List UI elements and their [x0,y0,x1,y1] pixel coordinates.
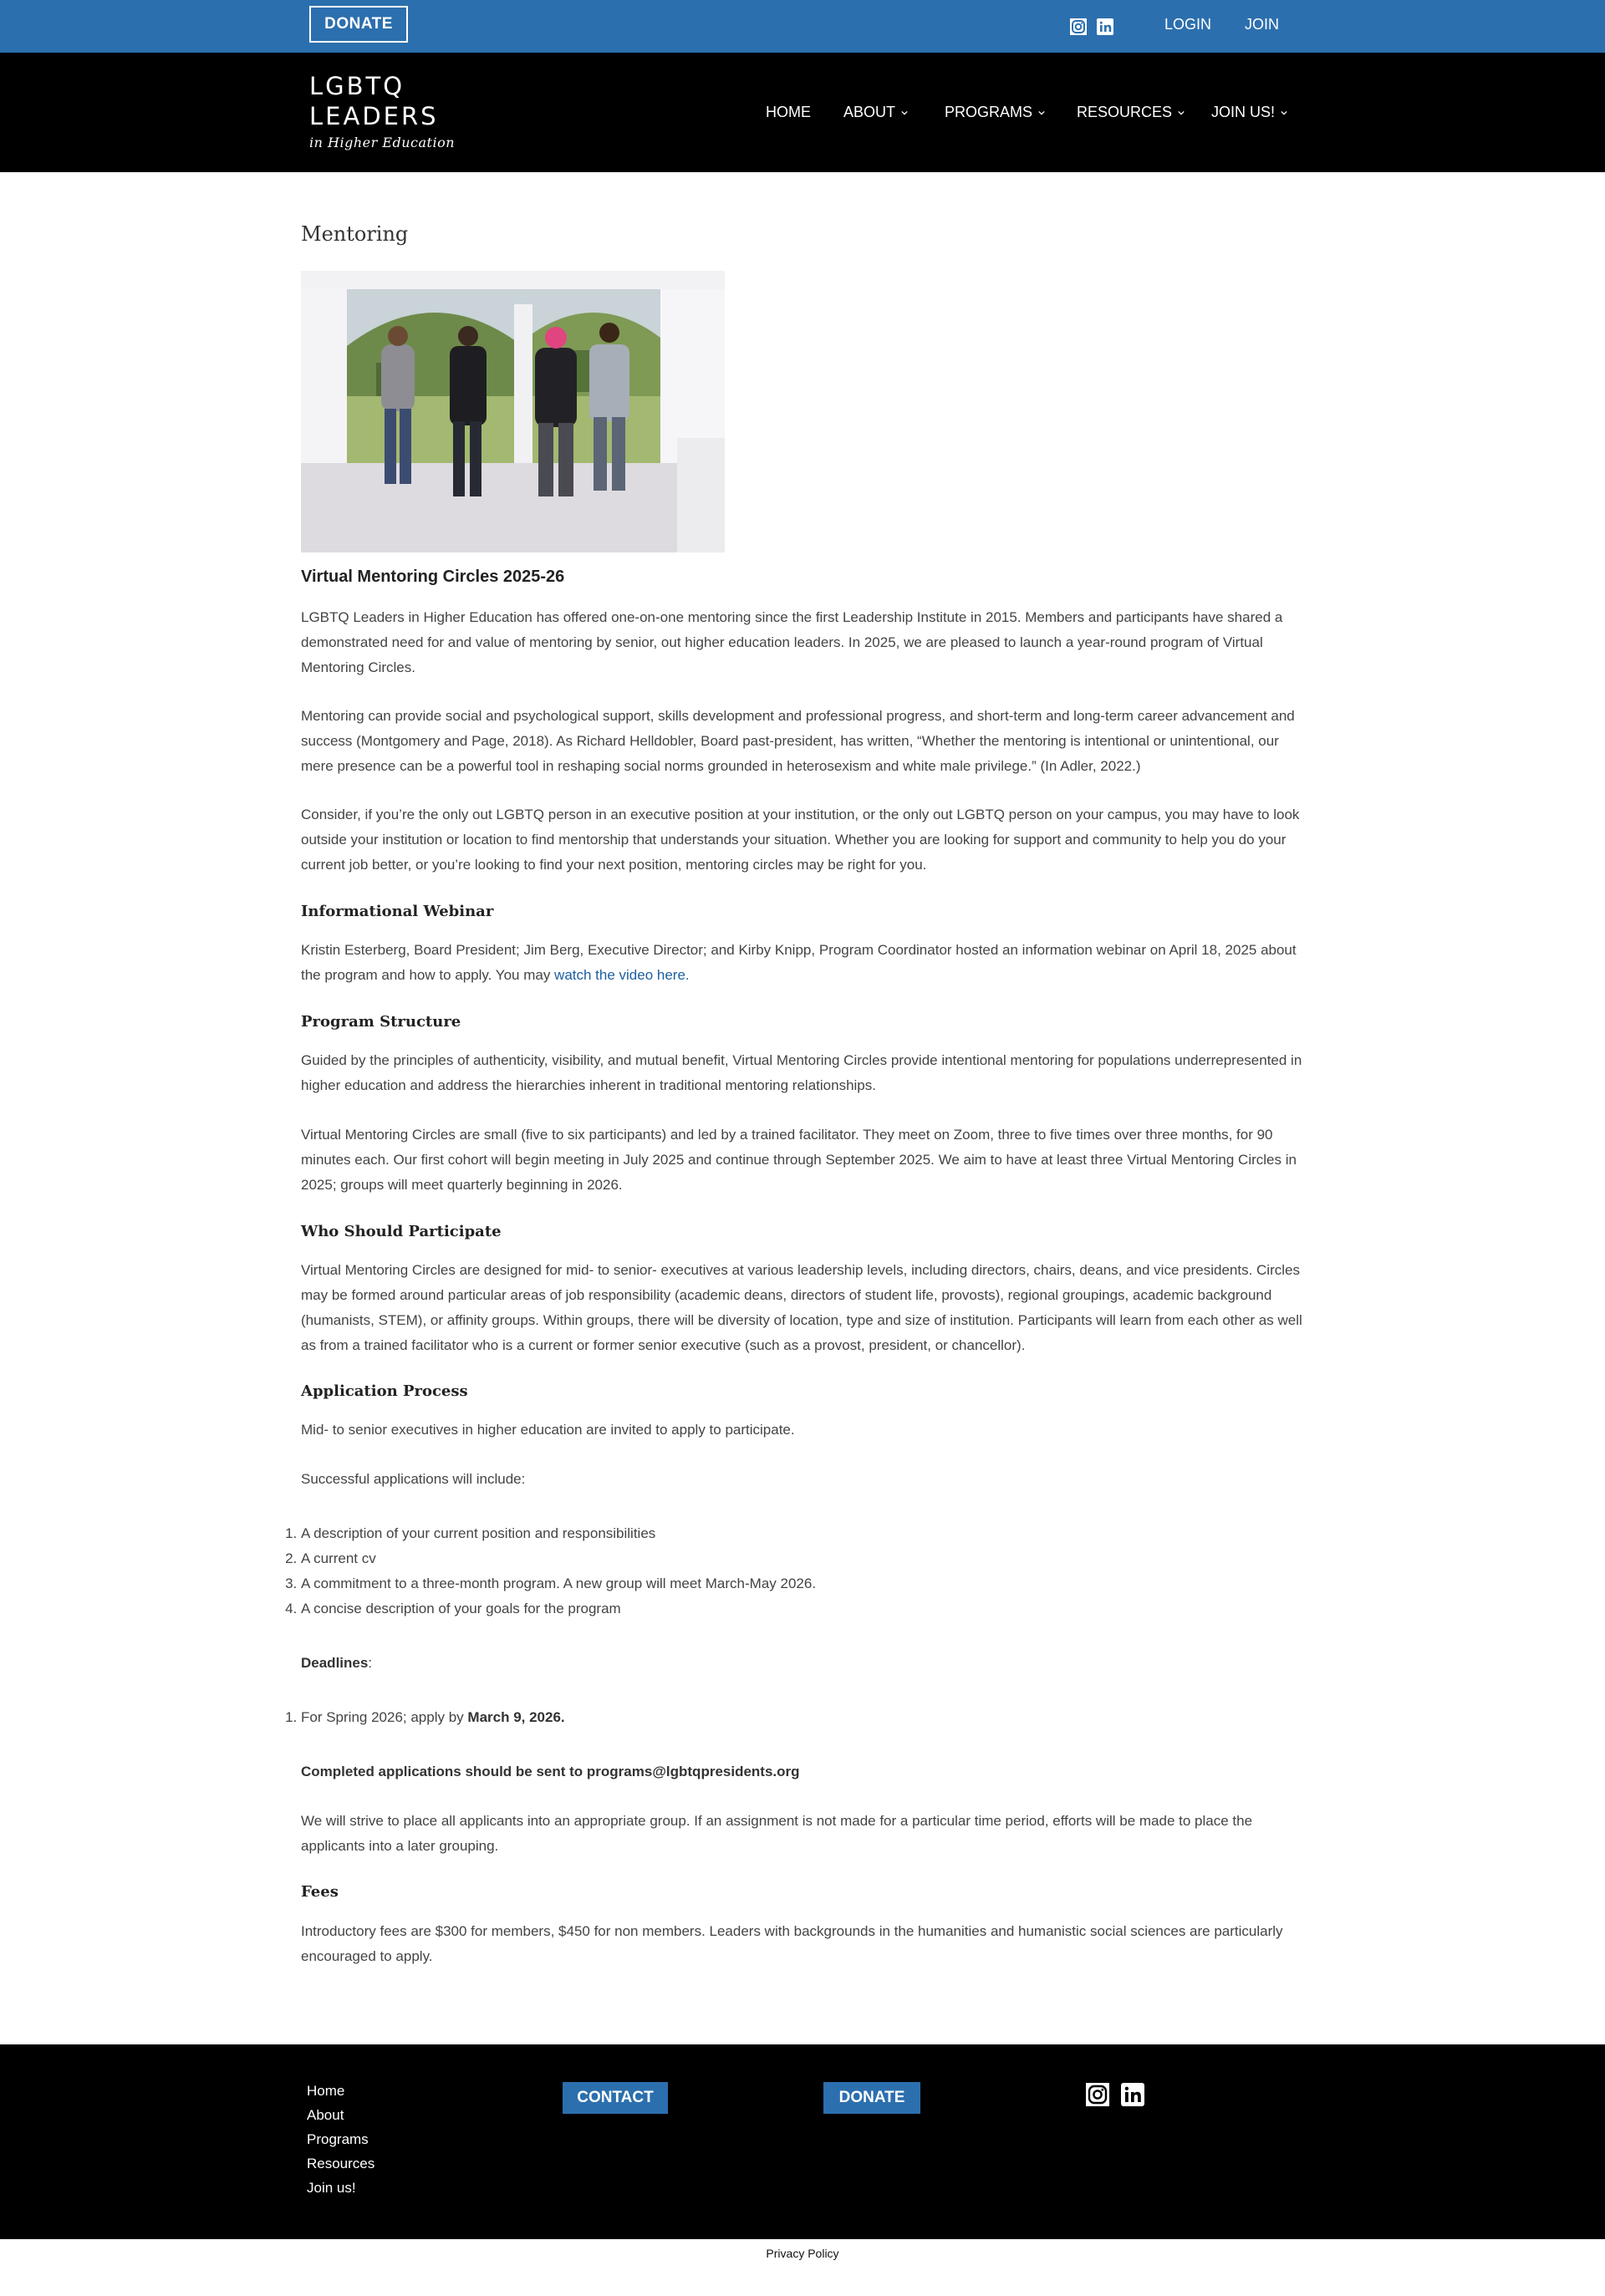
section-heading-circles: Virtual Mentoring Circles 2025-26 [301,568,565,586]
site-header [0,53,1605,172]
login-link[interactable]: LOGIN [1164,16,1212,33]
footer-link-resources[interactable]: Resources [307,2156,375,2171]
fees-paragraph: Introductory fees are $300 for members, $450 for non members. Leaders with backgrounds in the humanities and humanistic social sciences are particularly encouraged to apply. [301,1923,1283,1964]
webinar-paragraph [301,938,1308,988]
footer-link-about[interactable]: About [307,2107,344,2123]
nav-join-label: JOIN US! [1211,104,1276,120]
webinar-heading: Informational Webinar [301,903,494,920]
structure-paragraph-1: Guided by the principles of authenticity, visibility, and mutual benefit, Virtual Mentoring Circles provide intentional mentoring for populations underrepresented in higher education and address the hierarchies inherent in traditional mentoring relationships. [301,1052,1302,1093]
list-item: 2. A current cv [301,1546,816,1571]
linkedin-icon[interactable] [1121,2083,1144,2106]
list-item [301,1705,565,1730]
site-logo[interactable] [309,71,455,150]
intro-paragraph-3: Consider, if you’re the only out LGBTQ person in an executive position at your institution, or the only out LGBTQ person on your campus, you may have to look outside your institution or location to find mentorship that understands your situation. Whether you are looking for support and community to help you do your current job better, or you’re looking to find your next position, mentoring circles may be right for you. [301,807,1300,873]
structure-heading: Program Structure [301,1013,461,1031]
chevron-down-icon [1178,109,1185,116]
instagram-icon[interactable] [1070,18,1087,35]
application-heading: Application Process [301,1382,468,1400]
nav-about-label: ABOUT [843,104,896,120]
list-item: 1. A description of your current position and responsibilities [301,1521,816,1546]
privacy-policy-link[interactable]: Privacy Policy [766,2247,839,2260]
nav-home[interactable] [766,104,811,121]
nav-programs-label: PROGRAMS [945,104,1033,120]
deadline-date: March 9, 2026. [467,1709,565,1725]
chevron-down-icon [1281,109,1287,116]
donate-button-footer[interactable]: DONATE [823,2082,920,2114]
watch-video-link[interactable]: watch the video here. [554,967,690,983]
linkedin-icon[interactable] [1097,18,1113,35]
structure-paragraph-2: Virtual Mentoring Circles are small (five to six participants) and led by a trained facilitator. They meet on Zoom, three to five times over three months, for 90 minutes each. Our first cohort will begin meeting in July 2025 and continue through September 2025. We aim to have at least three Virtual Mentoring Circles in 2025; groups will meet quarterly beginning in 2026. [301,1127,1297,1193]
nav-about[interactable] [843,104,908,121]
placement-paragraph: We will strive to place all applicants into an appropriate group. If an assignment is not made for a particular time period, efforts will be made to place the applicants into a later grouping. [301,1813,1253,1854]
instagram-icon[interactable] [1086,2083,1109,2106]
deadlines-label-text: Deadlines [301,1655,369,1671]
logo-line-1: LGBTQ [309,72,405,100]
footer-link-programs[interactable]: Programs [307,2131,369,2147]
nav-resources[interactable] [1077,104,1185,121]
application-requirements-list [284,1521,816,1621]
nav-home-label: HOME [766,104,811,120]
hero-image [301,271,725,552]
application-paragraph-2: Successful applications will include: [301,1471,526,1487]
intro-paragraph-2: Mentoring can provide social and psychological support, skills development and professional progress, and short-term and long-term career advancement and success (Montgomery and Page, 2018). As Richard Helldobler, Board past-president, has written, “Whether the mentoring is intentional or unintentional, our mere presence can be a powerful tool in reshaping social norms grounded in heterosexism and white male privilege.” (In Adler, 2022.) [301,708,1295,774]
intro-paragraph-1: LGBTQ Leaders in Higher Education has offered one-on-one mentoring since the first Leadership Institute in 2015. Members and participants have shared a demonstrated need for and value of mentoring by senior, out higher education leaders. In 2025, we are pleased to launch a year-round program of Virtual Mentoring Circles. [301,609,1283,675]
deadlines-label [301,1651,1308,1676]
who-paragraph: Virtual Mentoring Circles are designed for mid- to senior- executives at various leadership levels, including directors, chairs, deans, and vice presidents. Circles may be formed around particular areas of job responsibility (academic deans, directors of student life, provosts), regional groupings, academic background (humanists, STEM), or affinity groups. Within groups, there will be diversity of location, type and size of institution. Participants will learn from each other as well as from a trained facilitator who is a current or former senior executive (such as a provost, president, or chancellor). [301,1262,1302,1353]
site-footer [0,2044,1605,2239]
chevron-down-icon [1038,109,1045,116]
who-heading: Who Should Participate [301,1223,502,1240]
list-item: 3. A commitment to a three-month program. A new group will meet March-May 2026. [301,1571,816,1596]
logo-tagline: in Higher Education [309,135,456,150]
logo-line-2: LEADERS [309,102,439,130]
deadlines-list [284,1705,565,1730]
fees-heading: Fees [301,1883,339,1901]
join-link[interactable]: JOIN [1245,16,1280,33]
top-bar [0,0,1605,53]
nav-join[interactable] [1211,104,1287,121]
application-paragraph-1: Mid- to senior executives in higher education are invited to apply to participate. [301,1422,795,1438]
nav-resources-label: RESOURCES [1077,104,1173,120]
completed-applications-note: Completed applications should be sent to programs@lgbtqpresidents.org [301,1764,800,1779]
contact-button[interactable]: CONTACT [563,2082,668,2114]
footer-link-home[interactable]: Home [307,2083,345,2099]
page-title: Mentoring [301,222,409,246]
chevron-down-icon [901,109,908,116]
donate-button-top[interactable]: DONATE [309,6,408,43]
webinar-text: Kristin Esterberg, Board President; Jim Berg, Executive Director; and Kirby Knipp, Program Coordinator hosted an information webinar on April 18, 2025 about the program and how to apply. You may [301,942,1297,983]
footer-link-join[interactable]: Join us! [307,2180,356,2196]
deadlines-colon: : [368,1655,373,1671]
list-item: 4. A concise description of your goals for the program [301,1596,816,1621]
deadline-text: For Spring 2026; apply by [301,1709,468,1725]
nav-programs[interactable] [945,104,1045,121]
